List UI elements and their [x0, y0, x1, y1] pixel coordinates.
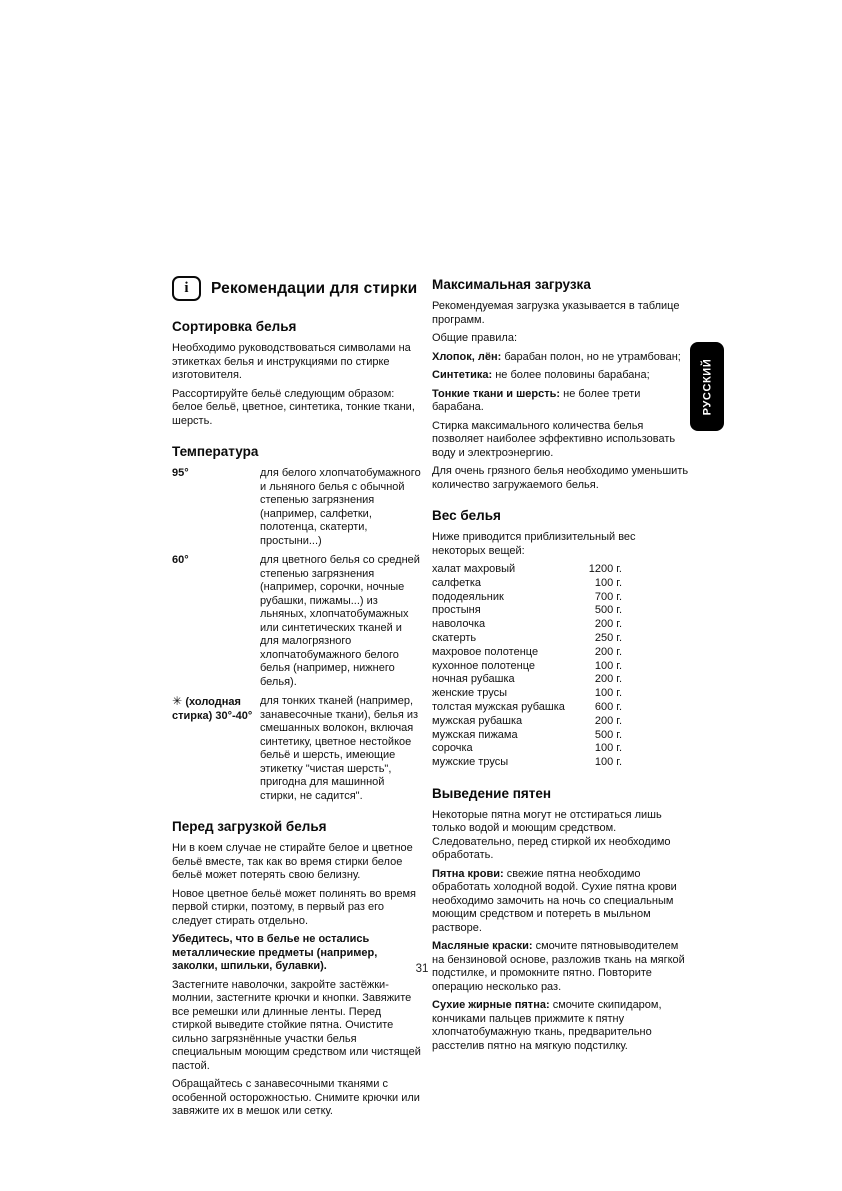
- title-row: [172, 276, 422, 301]
- weight-row: [432, 729, 622, 743]
- weight-item-name: толстая мужская рубашка: [432, 700, 565, 713]
- weight-row: [432, 604, 622, 618]
- before-loading-paragraph: Убедитесь, что в белье не остались металлические предметы (например, заколки, шпильки, булавки).: [172, 933, 378, 972]
- section-heading-before-loading: Перед загрузкой белья: [172, 819, 327, 834]
- weights-intro: Ниже приводится приблизительный вес некоторых вещей:: [432, 531, 636, 557]
- weight-row: [432, 673, 622, 687]
- sorting-paragraph: Рассортируйте бельё следующим образом: белое бельё, цветное, синтетика, тонкие ткани, шерсть.: [172, 387, 415, 427]
- info-icon-glyph: i: [184, 280, 189, 296]
- weight-item-name: ночная рубашка: [432, 673, 515, 686]
- temperature-description: для тонких тканей (например, занавесочные ткани), белья из смешанных волокон, включая синтетику, цветное нестойкое бельё и шерсть, имеющие этикетку "чистая шерсть", пригодна для машинной стирки, не садится".: [260, 695, 419, 802]
- weight-row: [432, 563, 622, 577]
- weight-row: [432, 577, 622, 591]
- max-load-paragraph: Для очень грязного белья необходимо уменьшить количество загружаемого белья.: [432, 465, 689, 491]
- max-load-paragraph: Тонкие ткани и шерсть: не более трети барабана.: [432, 387, 641, 413]
- temperature-row: [172, 467, 422, 548]
- weight-item-value: 100 г.: [594, 576, 622, 589]
- max-load-paragraph-lead: Хлопок, лён:: [432, 350, 505, 363]
- weight-item-value: 200 г.: [594, 714, 622, 727]
- before-loading-paragraph: Новое цветное бельё может полинять во время первой стирки, поэтому, в первый раз его следует стирать отдельно.: [172, 887, 417, 927]
- section-heading-max-load: Максимальная загрузка: [432, 277, 591, 292]
- language-tab-russian: [690, 342, 724, 431]
- max-load-paragraph: Общие правила:: [432, 332, 517, 344]
- weight-item-value: 100 г.: [594, 756, 622, 769]
- stains-paragraphs: [432, 809, 692, 1054]
- before-loading-paragraph: Застегните наволочки, закройте застёжки-молнии, застегните крючки и кнопки. Завяжите все ремешки или длинные ленты. Перед стиркой выведите стойкие пятна. Очистите сильно загрязнённые участки белья специальным моющим средством или чистящей пастой.: [172, 978, 421, 1072]
- weight-row: [432, 591, 622, 605]
- max-load-paragraph: Рекомендуемая загрузка указывается в таблице программ.: [432, 300, 680, 326]
- weight-item-name: салфетка: [432, 576, 482, 589]
- weight-item-name: мужская пижама: [432, 728, 518, 741]
- sorting-paragraph: Необходимо руководствоваться символами на этикетках белья и инструкциями по стирке изготовителя.: [172, 342, 411, 381]
- temperature-description: для белого хлопчатобумажного и льняного белья с обычной степенью загрязнения (например, салфетки, полотенца, скатерти, простыни...): [260, 467, 421, 547]
- section-heading-stains: Выведение пятен: [432, 785, 552, 801]
- weight-item-value: 200 г.: [594, 618, 622, 631]
- info-icon: [172, 276, 201, 301]
- temperature-description: для цветного белья со средней степенью загрязнения (например, сорочки, ночные рубашки, пижамы...) из льняных, хлопчатобумажных или синтетических тканей и для малогрязного хлопчатобумажного белого белья (например, нижнего белья).: [260, 554, 420, 688]
- weight-item-value: 1200 г.: [588, 563, 622, 575]
- weight-item-name: мужские трусы: [432, 756, 509, 769]
- page-number: 31: [415, 963, 429, 975]
- before-loading-paragraph: Обращайтесь с занавесочными тканями с особенной осторожностью. Снимите крючки или завяжите их в мешок или сетку.: [172, 1078, 420, 1117]
- right-column: [432, 276, 692, 1058]
- weight-item-value: 500 г.: [594, 604, 622, 617]
- weight-item-name: мужская рубашка: [432, 714, 523, 727]
- stain-paragraph-lead: Пятна крови:: [432, 867, 507, 880]
- left-column: [172, 276, 422, 1124]
- weight-item-value: 200 г.: [594, 673, 622, 686]
- cold-wash-asterisk-icon: ✳: [172, 694, 186, 708]
- weight-item-value: 200 г.: [594, 645, 622, 658]
- weight-item-value: 600 г.: [594, 700, 622, 713]
- weight-row: [432, 660, 622, 674]
- max-load-paragraph: Синтетика: не более половины барабана;: [432, 369, 650, 381]
- weight-item-value: 100 г.: [594, 687, 622, 700]
- sorting-paragraphs: [172, 342, 422, 428]
- weight-row: [432, 632, 622, 646]
- weight-item-name: скатерть: [432, 631, 477, 644]
- max-load-paragraph-lead: Тонкие ткани и шерсть:: [432, 387, 564, 400]
- weight-row: [432, 687, 622, 701]
- stain-paragraph: Пятна крови: свежие пятна необходимо обработать холодной водой. Сухие пятна крови необходимо замочить на ночь со специальным моющим средством и потереть в мыльном растворе.: [432, 867, 677, 934]
- weight-row: [432, 646, 622, 660]
- weight-item-name: халат махровый: [432, 563, 516, 575]
- temperature-label: 95°: [172, 467, 189, 479]
- weights-table: [432, 563, 692, 770]
- section-heading-sorting: Сортировка белья: [172, 319, 297, 334]
- max-load-paragraph: Стирка максимального количества белья позволяет наиболее эффективно использовать воду и электроэнергию.: [432, 419, 676, 459]
- before-loading-paragraphs: [172, 842, 422, 1119]
- max-load-paragraph: Хлопок, лён: барабан полон, но не утрамбован;: [432, 350, 681, 363]
- weight-item-value: 250 г.: [594, 631, 622, 644]
- weight-item-name: пододеяльник: [432, 590, 504, 603]
- temperature-row: [172, 554, 422, 689]
- weight-row: [432, 756, 622, 770]
- temperature-label: ✳ (холодная стирка) 30°-40°: [172, 694, 253, 722]
- stain-paragraph: Сухие жирные пятна: смочите скипидаром, кончиками пальцев прижмите к пятну хлопчатобумажную ткань, предварительно расстелив пятно на мягкую подстилку.: [432, 999, 662, 1052]
- temperature-label: 60°: [172, 554, 189, 566]
- stain-paragraph-lead: Сухие жирные пятна:: [432, 999, 553, 1012]
- language-tab-label: РУССКИЙ: [701, 358, 713, 415]
- weight-item-value: 500 г.: [594, 728, 622, 741]
- stain-paragraph-lead: Масляные краски:: [432, 940, 536, 953]
- weight-item-name: наволочка: [432, 618, 486, 631]
- weight-row: [432, 701, 622, 715]
- weight-row: [432, 742, 622, 756]
- weight-item-value: 100 г.: [594, 742, 622, 755]
- section-heading-weights: Вес белья: [432, 508, 501, 523]
- stain-paragraph: Некоторые пятна могут не отстираться лишь только водой и моющим средством. Следовательно, перед стиркой их необходимо обработать.: [432, 808, 671, 862]
- weight-item-value: 100 г.: [594, 659, 622, 672]
- weight-item-name: сорочка: [432, 742, 473, 755]
- page-title: Рекомендации для стирки: [211, 279, 418, 297]
- weight-item-name: женские трусы: [432, 687, 507, 700]
- max-load-paragraphs: [432, 300, 692, 492]
- weight-item-value: 700 г.: [594, 590, 622, 603]
- weight-item-name: махровое полотенце: [432, 645, 539, 658]
- weight-item-name: кухонное полотенце: [432, 659, 536, 672]
- before-loading-paragraph: Ни в коем случае не стирайте белое и цветное бельё вместе, так как во время стирки белое бельё может потерять свою белизну.: [172, 842, 413, 881]
- weight-row: [432, 618, 622, 632]
- weight-row: [432, 715, 622, 729]
- weight-item-name: простыня: [432, 604, 481, 617]
- temperature-rows: [172, 467, 422, 803]
- section-heading-temperature: Температура: [172, 444, 259, 459]
- max-load-paragraph-lead: Синтетика:: [432, 369, 496, 381]
- temperature-row: [172, 695, 422, 803]
- stain-paragraph: Масляные краски: смочите пятновыводителем на бензиновой основе, разложив ткань на мягкой подстилке, и промокните пятно. Повторите операцию несколько раз.: [432, 940, 685, 993]
